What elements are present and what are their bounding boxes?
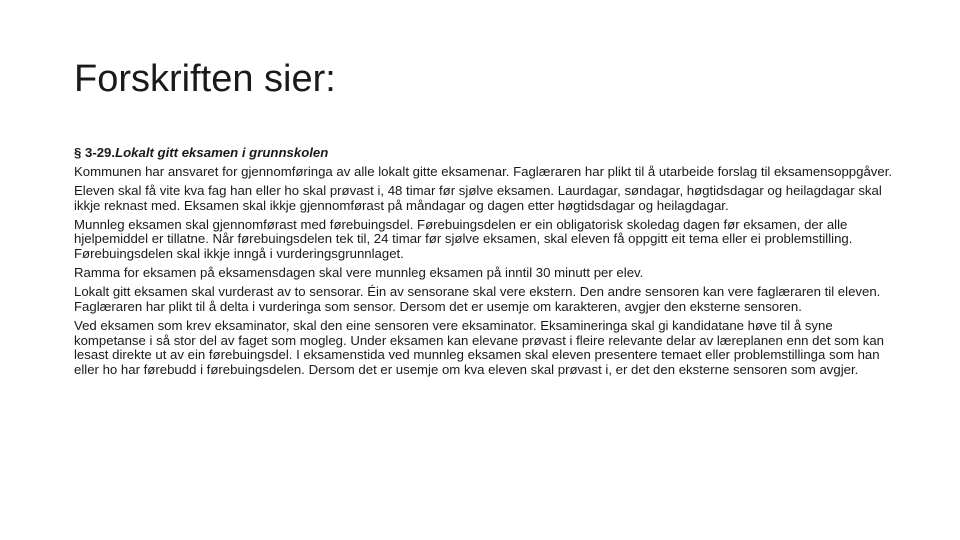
section-title: Lokalt gitt eksamen i grunnskolen [115, 145, 329, 160]
paragraph-responsibility: Kommunen har ansvaret for gjennomføringa av alle lokalt gitte eksamenar. Faglæraren har plikt til å utarbeide forslag til eksamensoppgåver. [74, 164, 893, 180]
section-number: § 3-29. [74, 145, 116, 160]
paragraph-notification: Eleven skal få vite kva fag han eller ho skal prøvast i, 48 timar før sjølve eksamen. Laurdagar, søndagar, høgtidsdagar og heilagdagar skal ikkje reknast med. Eksamen skal ikkje gjennomførast på måndagar og dagen etter høgtidsdagar og heilagdagar. [74, 183, 882, 213]
regulation-heading [74, 146, 896, 161]
slide-title: Forskriften sier: [74, 58, 336, 100]
slide-body [74, 146, 896, 382]
paragraph-duration: Ramma for eksamen på eksamensdagen skal vere munnleg eksamen på inntil 30 minutt per elev. [74, 265, 644, 281]
paragraph-examiners: Lokalt gitt eksamen skal vurderast av to sensorar. Éin av sensorane skal vere ekstern. Den andre sensoren kan vere faglæraren til eleven. Faglæraren har plikt til å delta i vurderinga som sensor. Dersom det er usemje om karakteren, avgjer den eksterne sensoren. [74, 284, 881, 314]
paragraph-examination: Ved eksamen som krev eksaminator, skal den eine sensoren vere eksaminator. Eksamineringa skal gi kandidatane høve til å syne kompetanse i så stor del av faget som mogleg. Under eksamen kan elevane prøvast i fleire relevante delar av læreplanen enn det som kan lesast direkte ut av ein førebuingsdel. I eksamenstida ved munnleg eksamen skal eleven presentere temaet eller problemstillinga som han eller ho har førebudd i førebuingsdelen. Dersom det er usemje om kva eleven skal prøvast i, er det den eksterne sensoren som avgjer. [74, 317, 885, 377]
paragraph-preparation: Munnleg eksamen skal gjennomførast med førebuingsdel. Førebuingsdelen er ein obligatorisk skoledag dagen før eksamen, der alle hjelpemiddel er tillatne. Når førebuingsdelen tek til, 24 timar før sjølve eksamen, skal eleven få oppgitt eit tema eller ei problemstilling. Førebuingsdelen skal ikkje inngå i vurderingsgrunnlaget. [74, 216, 853, 262]
